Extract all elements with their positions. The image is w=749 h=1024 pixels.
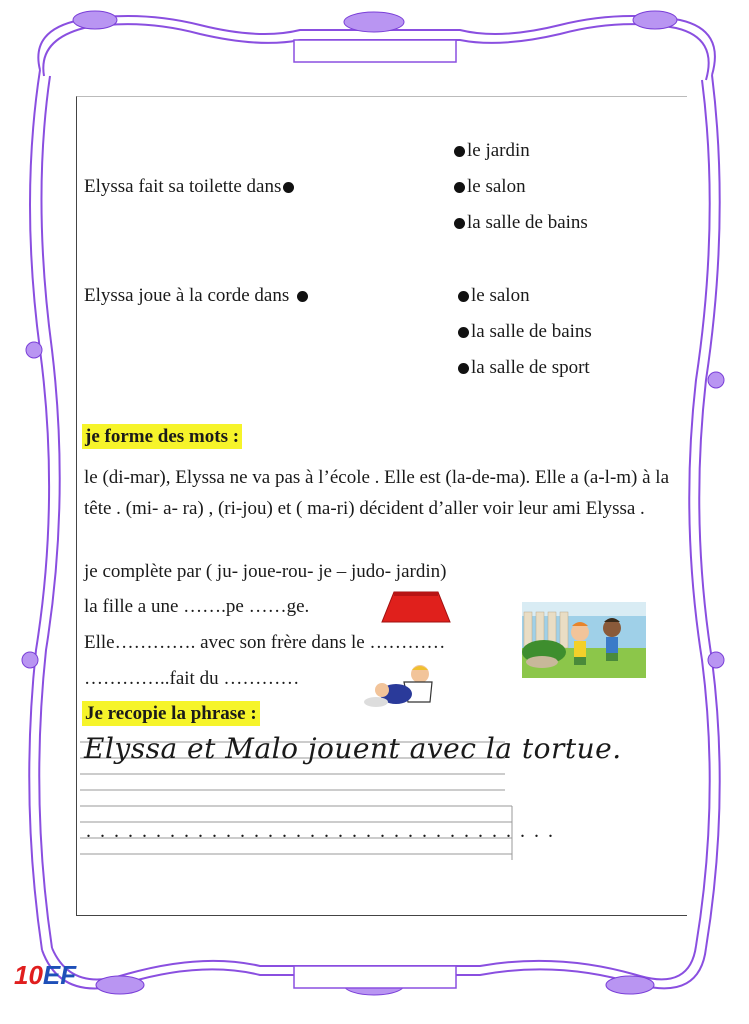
section-heading-words: je forme des mots :: [82, 426, 242, 449]
match-dot-icon[interactable]: [458, 327, 469, 338]
match-dot-icon[interactable]: [283, 182, 294, 193]
match-dot-icon[interactable]: [458, 291, 469, 302]
exercise2-option-3: la salle de sport: [456, 357, 590, 380]
words-paragraph: le (di-mar), Elyssa ne va pas à l’école . Elle est (la-de-ma). Elle a (a-l-m) à la tête . (mi- a- ra) , (ri-jou) et ( ma-ri) décident d’aller voir leur ami Elyssa .: [84, 467, 670, 519]
model-sentence-cursive: Elyssa et Malo jouent avec la tortue.: [84, 732, 622, 765]
exercise2-option-2: la salle de bains: [456, 321, 592, 344]
children-playing-garden-image: [522, 602, 646, 678]
match-dot-icon[interactable]: [297, 291, 308, 302]
match-dot-icon[interactable]: [454, 182, 465, 193]
complete-line-2[interactable]: Elle…………. avec son frère dans le …………: [84, 632, 446, 653]
exercise2-sentence: Elyssa joue à la corde dans: [84, 285, 310, 308]
skirt-icon: [380, 590, 452, 624]
exercise1-sentence: Elyssa fait sa toilette dans: [84, 176, 296, 199]
complete-line-1[interactable]: la fille a une …….pe ……ge.: [84, 596, 310, 617]
section-heading-copy: Je recopie la phrase :: [82, 703, 260, 726]
exercise1-option-1: le jardin: [452, 140, 530, 163]
match-dot-icon[interactable]: [458, 363, 469, 374]
complete-instruction: je complète par ( ju- joue-rou- je – judo- jardin): [84, 561, 447, 582]
site-logo: 10EF: [14, 960, 77, 990]
exercise1-option-2: le salon: [452, 176, 526, 199]
exercise1-option-3: la salle de bains: [452, 212, 588, 235]
match-dot-icon[interactable]: [454, 146, 465, 157]
judo-kids-image: [360, 660, 444, 712]
answer-dotted-line: . . . . . . . . . . . . . . . . . . . . . . . . . . . . . . . . . .: [86, 820, 555, 842]
complete-line-3[interactable]: …………..fait du …………: [84, 668, 300, 689]
exercise2-option-1: le salon: [456, 285, 530, 308]
match-dot-icon[interactable]: [454, 218, 465, 229]
